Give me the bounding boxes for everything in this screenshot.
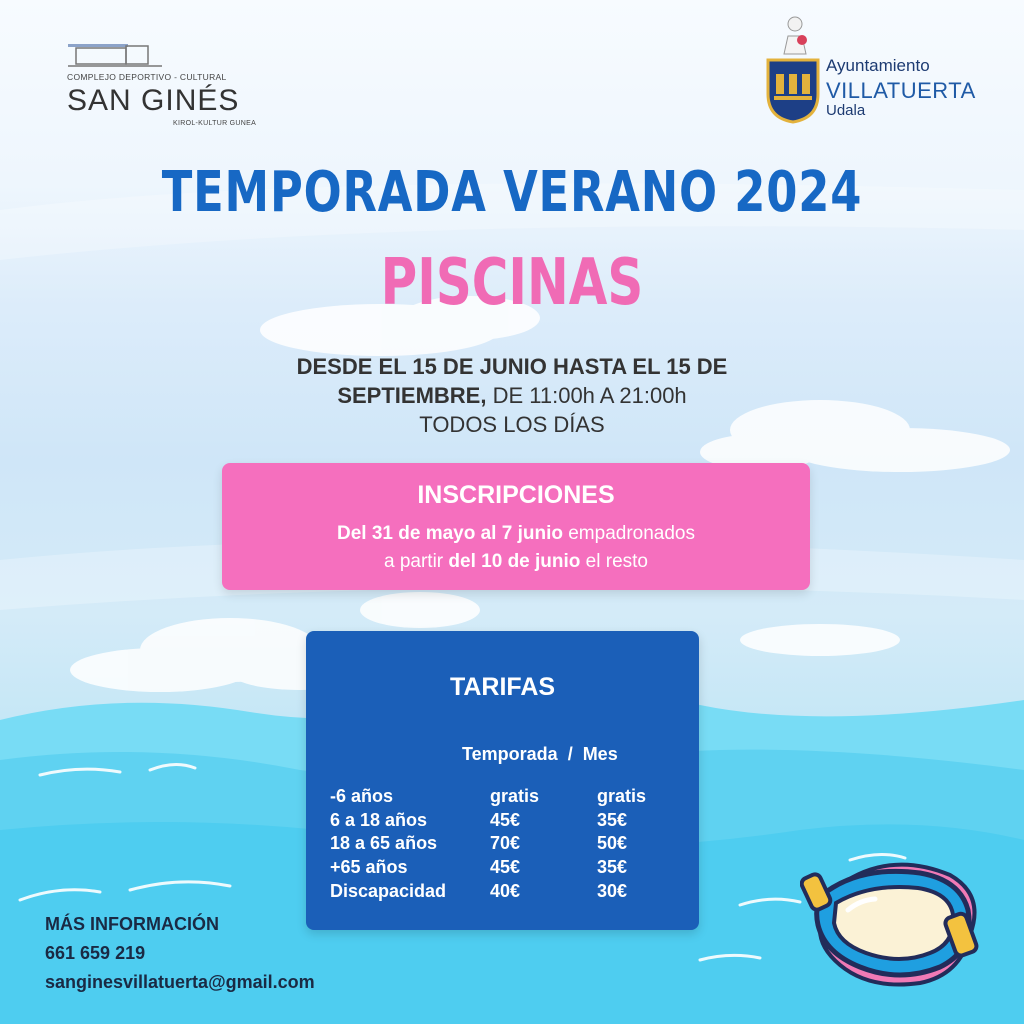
schedule-line2-bold: SEPTIEMBRE, xyxy=(337,383,487,408)
logo-left-bottom-line: KIROL-KULTUR GUNEA xyxy=(173,120,257,127)
inscripciones-line1 xyxy=(222,523,810,545)
tarifa-temporada: 70€ xyxy=(490,833,521,853)
info-email: sanginesvillatuerta@gmail.com xyxy=(45,972,315,992)
tarifa-label: 6 a 18 años xyxy=(330,810,428,830)
tarifa-temporada: 45€ xyxy=(490,857,521,877)
inscripciones-line1-rest: empadronados xyxy=(562,523,695,544)
tarifa-temporada: 40€ xyxy=(490,881,521,901)
schedule-line2-rest: DE 11:00h A 21:00h xyxy=(486,383,687,408)
tarifa-mes: 35€ xyxy=(597,810,628,830)
logo-right-line1: Ayuntamiento xyxy=(826,56,930,75)
tarifas-row xyxy=(330,810,690,834)
tarifas-row xyxy=(330,786,690,810)
inscripciones-title: INSCRIPCIONES xyxy=(417,481,615,509)
tarifas-title: TARIFAS xyxy=(449,673,556,701)
info-title: MÁS INFORMACIÓN xyxy=(45,914,219,934)
tarifa-temporada: 45€ xyxy=(490,810,521,830)
tarifas-row xyxy=(330,857,690,881)
tarifa-mes: 30€ xyxy=(597,881,628,901)
tarifas-row xyxy=(330,833,690,857)
contact-info xyxy=(45,910,315,997)
coat-of-arms-icon xyxy=(762,14,822,124)
inscripciones-box xyxy=(222,463,810,590)
inscripciones-line2-a: a partir xyxy=(384,551,449,572)
swim-goggles-icon xyxy=(800,855,990,995)
tarifa-mes: 35€ xyxy=(597,857,628,877)
building-logo-icon xyxy=(66,36,166,70)
logo-left-top-line: COMPLEJO DEPORTIVO - CULTURAL xyxy=(67,72,227,82)
page-title: TEMPORADA VERANO 2024 xyxy=(161,160,863,225)
tarifa-label: +65 años xyxy=(330,857,408,877)
inscripciones-line1-bold: Del 31 de mayo al 7 junio xyxy=(336,523,563,544)
san-gines-logo xyxy=(60,36,280,136)
tarifa-label: -6 años xyxy=(330,786,394,806)
logo-right-line2: VILLATUERTA xyxy=(826,78,976,103)
tarifa-mes: 50€ xyxy=(597,833,628,853)
inscripciones-line2 xyxy=(222,551,810,573)
tarifas-header: Temporada / Mes xyxy=(462,744,618,764)
logo-right-line3: Udala xyxy=(826,102,866,119)
villatuerta-logo xyxy=(760,14,990,134)
tarifa-mes: gratis xyxy=(597,786,647,806)
logo-left-name: SAN GINÉS xyxy=(67,84,240,117)
schedule-line3: TODOS LOS DÍAS xyxy=(419,412,605,437)
tarifas-row xyxy=(330,881,690,905)
tarifas-box xyxy=(306,631,699,930)
tarifa-label: 18 a 65 años xyxy=(330,833,438,853)
schedule-block xyxy=(0,352,1024,439)
inscripciones-line2-rest: el resto xyxy=(580,551,648,572)
tarifa-label: Discapacidad xyxy=(330,881,447,901)
page-subtitle: PISCINAS xyxy=(380,246,644,320)
inscripciones-line2-bold: del 10 de junio xyxy=(448,551,581,572)
info-phone: 661 659 219 xyxy=(45,943,146,963)
tarifa-temporada: gratis xyxy=(490,786,540,806)
schedule-line1: DESDE EL 15 DE JUNIO HASTA EL 15 DE xyxy=(296,354,728,379)
